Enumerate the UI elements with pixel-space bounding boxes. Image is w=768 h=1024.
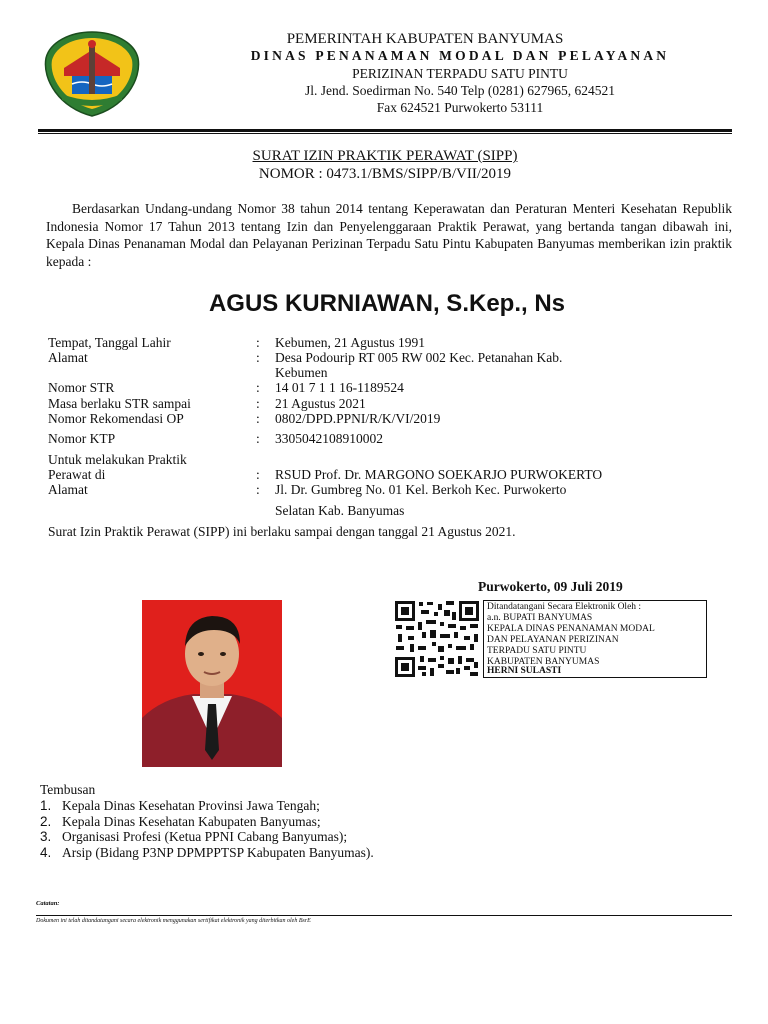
field-separator: : — [256, 431, 260, 446]
signature-line: DAN PELAYANAN PERIZINAN — [487, 635, 619, 645]
intro-paragraph: Berdasarkan Undang-undang Nomor 38 tahun 2014 tentang Keperawatan dan Peraturan Menteri Kesehatan Republik Indonesia Nomor 17 Tahun 2013 tentang Izin dan Penyelenggaraan Praktik Perawat, yang bertanda tangan dibawah ini, Kepala Dinas Penanaman Modal dan Pelayanan Perizinan Terpadu Satu Pintu Kabupaten Banyumas memberikan izin praktik kepada : — [46, 201, 732, 269]
field-separator: : — [256, 467, 260, 482]
field-separator: : — [256, 380, 260, 395]
field-value-practice-address-line2: Selatan Kab. Banyumas — [275, 503, 405, 518]
field-label-recommendation: Nomor Rekomendasi OP — [48, 411, 184, 426]
field-label-str-expiry: Masa berlaku STR sampai — [48, 396, 191, 411]
header-divider-thick — [38, 129, 732, 132]
field-separator: : — [256, 396, 260, 411]
header-divider-thin — [38, 133, 732, 134]
field-value-practice: RSUD Prof. Dr. MARGONO SOEKARJO PURWOKERTO — [275, 467, 603, 482]
cc-item-number: 2. — [40, 814, 52, 829]
signature-line: KEPALA DINAS PENANAMAN MODAL — [487, 624, 655, 634]
field-value-practice-address-line1: Jl. Dr. Gumbreg No. 01 Kel. Berkoh Kec. Purwokerto — [275, 482, 567, 497]
holder-photo — [142, 600, 282, 767]
header-agency-sub: PERIZINAN TERPADU SATU PINTU — [352, 66, 568, 81]
field-label-practice-line1: Untuk melakukan Praktik — [48, 452, 187, 467]
field-separator: : — [256, 482, 260, 497]
field-separator: : — [256, 411, 260, 426]
field-label-practice-address: Alamat — [48, 482, 88, 497]
cc-heading: Tembusan — [40, 782, 96, 797]
cc-list-item — [40, 798, 320, 814]
cc-item-text: Arsip (Bidang P3NP DPMPPTSP Kabupaten Banyumas). — [62, 845, 374, 860]
cc-item-number: 3. — [40, 829, 52, 844]
validity-statement: Surat Izin Praktik Perawat (SIPP) ini berlaku sampai dengan tanggal 21 Agustus 2021. — [48, 524, 516, 539]
signature-line: TERPADU SATU PINTU — [487, 646, 587, 656]
document-title: SURAT IZIN PRAKTIK PERAWAT (SIPP) — [252, 148, 518, 164]
place-date: Purwokerto, 09 Juli 2019 — [478, 579, 623, 594]
cc-item-number: 4. — [40, 845, 52, 860]
e-signature-box — [483, 600, 707, 678]
field-value-ktp: 3305042108910002 — [275, 431, 383, 446]
field-value-recommendation: 0802/DPD.PPNI/R/K/VI/2019 — [275, 411, 441, 426]
field-value-str-expiry: 21 Agustus 2021 — [275, 396, 366, 411]
field-separator: : — [256, 335, 260, 350]
field-label-practice-line2: Perawat di — [48, 467, 106, 482]
cc-list-item — [40, 814, 321, 830]
holder-name: AGUS KURNIAWAN, S.Kep., Ns — [208, 290, 566, 317]
header-address: Jl. Jend. Soedirman No. 540 Telp (0281) 627965, 624521 — [304, 83, 616, 98]
signature-line: KABUPATEN BANYUMAS — [487, 657, 600, 667]
header-fax: Fax 624521 Purwokerto 53111 — [376, 100, 544, 115]
signer-name: HERNI SULASTI — [487, 666, 562, 676]
field-value-address-line2: Kebumen — [275, 365, 328, 380]
field-label-address: Alamat — [48, 350, 88, 365]
field-value-birth: Kebumen, 21 Agustus 1991 — [275, 335, 425, 350]
field-value-str: 14 01 7 1 1 16-1189524 — [275, 380, 404, 395]
field-label-str: Nomor STR — [48, 380, 115, 395]
qr-code-icon — [394, 600, 480, 678]
field-label-birth: Tempat, Tanggal Lahir — [48, 335, 171, 350]
document-number: NOMOR : 0473.1/BMS/SIPP/B/VII/2019 — [258, 166, 512, 182]
cc-item-text: Kepala Dinas Kesehatan Kabupaten Banyumas; — [62, 814, 321, 829]
field-label-ktp: Nomor KTP — [48, 431, 116, 446]
field-value-address-line1: Desa Podourip RT 005 RW 002 Kec. Petanahan Kab. — [275, 350, 563, 365]
footer-note-label: Catatan: — [36, 900, 60, 907]
footer-divider — [36, 915, 732, 916]
cc-item-number: 1. — [40, 798, 52, 813]
header-agency: DINAS PENANAMAN MODAL DAN PELAYANAN — [250, 48, 670, 63]
signature-line: Ditandatangani Secara Elektronik Oleh : — [487, 602, 642, 612]
cc-list-item — [40, 829, 347, 845]
header-government: PEMERINTAH KABUPATEN BANYUMAS — [286, 31, 564, 47]
cc-list-item — [40, 845, 374, 861]
field-separator: : — [256, 350, 260, 365]
cc-item-text: Organisasi Profesi (Ketua PPNI Cabang Banyumas); — [62, 829, 348, 844]
cc-item-text: Kepala Dinas Kesehatan Provinsi Jawa Tengah; — [62, 798, 320, 813]
footer-note: Dokumen ini telah ditandatangani secara elektronik menggunakan sertifikat elektronik yang diterbitkan oleh BsrE — [36, 918, 311, 924]
signature-line: a.n. BUPATI BANYUMAS — [487, 613, 593, 623]
